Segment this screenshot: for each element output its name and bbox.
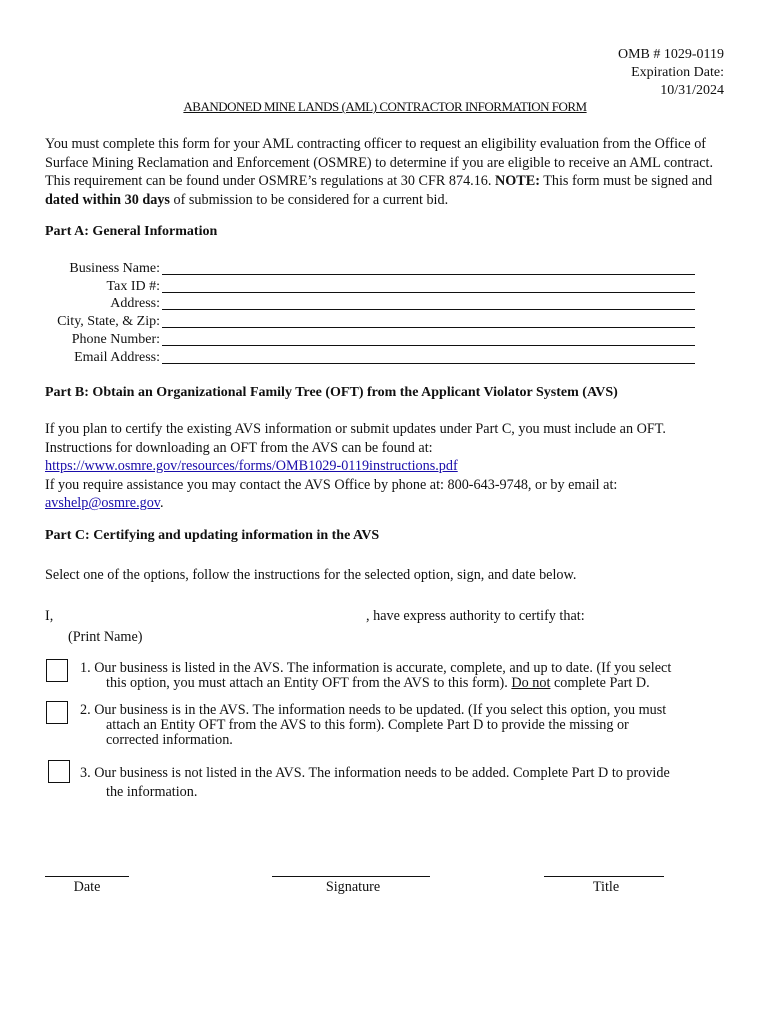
city-state-zip-line[interactable] (162, 327, 695, 328)
business-name-field[interactable] (0, 260, 770, 278)
intro-text-2: This form must be signed and (539, 173, 713, 189)
form-title: ABANDONED MINE LANDS (AML) CONTRACTOR INFORMATION FORM (183, 99, 587, 114)
tax-id-label: Tax ID #: (106, 279, 160, 294)
phone-number-label: Phone Number: (71, 332, 160, 347)
option-2-text (80, 703, 666, 748)
city-state-zip-field[interactable] (0, 313, 770, 331)
option-3-checkbox[interactable] (48, 760, 70, 783)
city-state-zip-label: City, State, & Zip: (57, 314, 160, 329)
tax-id-field[interactable] (0, 278, 770, 296)
option-3-text (80, 764, 670, 801)
business-name-line[interactable] (162, 274, 695, 275)
option-3-line-1: 3. Our business is not listed in the AVS. The information needs to be added. Complete Part D to provide (80, 765, 670, 781)
signature-line[interactable] (272, 876, 430, 877)
phone-number-field[interactable] (0, 331, 770, 349)
option-2-line-3: corrected information. (106, 732, 233, 748)
part-b-line-1: If you plan to certify the existing AVS information or submit updates under Part C, you must include an OFT. (45, 421, 666, 437)
title-label: Title (592, 879, 620, 895)
avs-email-link[interactable]: avshelp@osmre.gov (45, 495, 160, 511)
print-name-label: (Print Name) (68, 629, 143, 645)
part-c-heading: Part C: Certifying and updating information in the AVS (45, 528, 380, 543)
print-name-field[interactable] (60, 606, 360, 626)
date-line[interactable] (45, 876, 129, 877)
intro-text-3: of submission to be considered for a current bid. (169, 191, 449, 208)
option-1-line-2-pre: this option, you must attach an Entity OFT from the AVS to this form). (106, 675, 512, 691)
part-b-body (45, 420, 745, 513)
intro-paragraph (45, 135, 735, 209)
email-suffix: . (159, 495, 164, 511)
intro-text-1: You must complete this form for your AML contracting officer to request an eligibility evaluation from the Office of Surface Mining Reclamation and Enforcement (OSMRE) to determine if you are eligible to receive an AML contract. This requirement can be found under OSMRE’s regulations at 30 CFR 874.16. (45, 136, 714, 189)
tax-id-line[interactable] (162, 292, 695, 293)
option-3-line-2: the information. (106, 783, 198, 800)
email-address-label: Email Address: (74, 350, 160, 365)
i-label: I, (45, 608, 54, 624)
signature-label: Signature (325, 879, 381, 895)
expiration-date: 10/31/2024 (660, 83, 724, 98)
email-address-field[interactable] (0, 349, 770, 367)
part-b-line-2: Instructions for downloading an OFT from the AVS can be found at: (45, 439, 433, 456)
option-1-text (80, 661, 671, 691)
intro-emphasis: dated within 30 days (45, 191, 170, 208)
part-b-heading: Part B: Obtain an Organizational Family Tree (OFT) from the Applicant Violator System (AVS) (45, 385, 618, 400)
omb-block (618, 46, 724, 100)
address-field[interactable] (0, 295, 770, 313)
option-2-line-1: 2. Our business is in the AVS. The information needs to be updated. (If you select this option, you must (80, 702, 667, 718)
do-not-text: Do not (511, 675, 551, 691)
part-b-line-3: If you require assistance you may contact the AVS Office by phone at: 800-643-9748, or by email at: (45, 476, 618, 493)
email-address-line[interactable] (162, 363, 695, 364)
option-2-line-2: attach an Entity OFT from the AVS to this form). Complete Part D to provide the missing or (106, 717, 629, 733)
part-a-heading: Part A: General Information (45, 224, 218, 239)
address-line[interactable] (162, 309, 695, 310)
address-label: Address: (110, 296, 160, 311)
authority-text: , have express authority to certify that: (366, 608, 585, 624)
option-1-checkbox[interactable] (46, 659, 68, 682)
part-c-instruction: Select one of the options, follow the instructions for the selected option, sign, and date below. (45, 567, 577, 583)
option-1-line-2 (80, 676, 671, 691)
note-label: NOTE: (495, 173, 540, 189)
business-name-label: Business Name: (69, 261, 160, 276)
expiration-label: Expiration Date: (631, 65, 724, 80)
title-line[interactable] (544, 876, 664, 877)
phone-number-line[interactable] (162, 345, 695, 346)
omb-number: OMB # 1029-0119 (617, 47, 724, 62)
option-1-line-2-post: complete Part D. (550, 675, 650, 691)
instructions-link[interactable]: https://www.osmre.gov/resources/forms/OMB1029-0119instructions.pdf (45, 458, 458, 474)
option-1-line-1: 1. Our business is listed in the AVS. The information is accurate, complete, and up to date. (If you select (80, 660, 672, 676)
option-2-checkbox[interactable] (46, 701, 68, 724)
date-label: Date (73, 879, 101, 895)
